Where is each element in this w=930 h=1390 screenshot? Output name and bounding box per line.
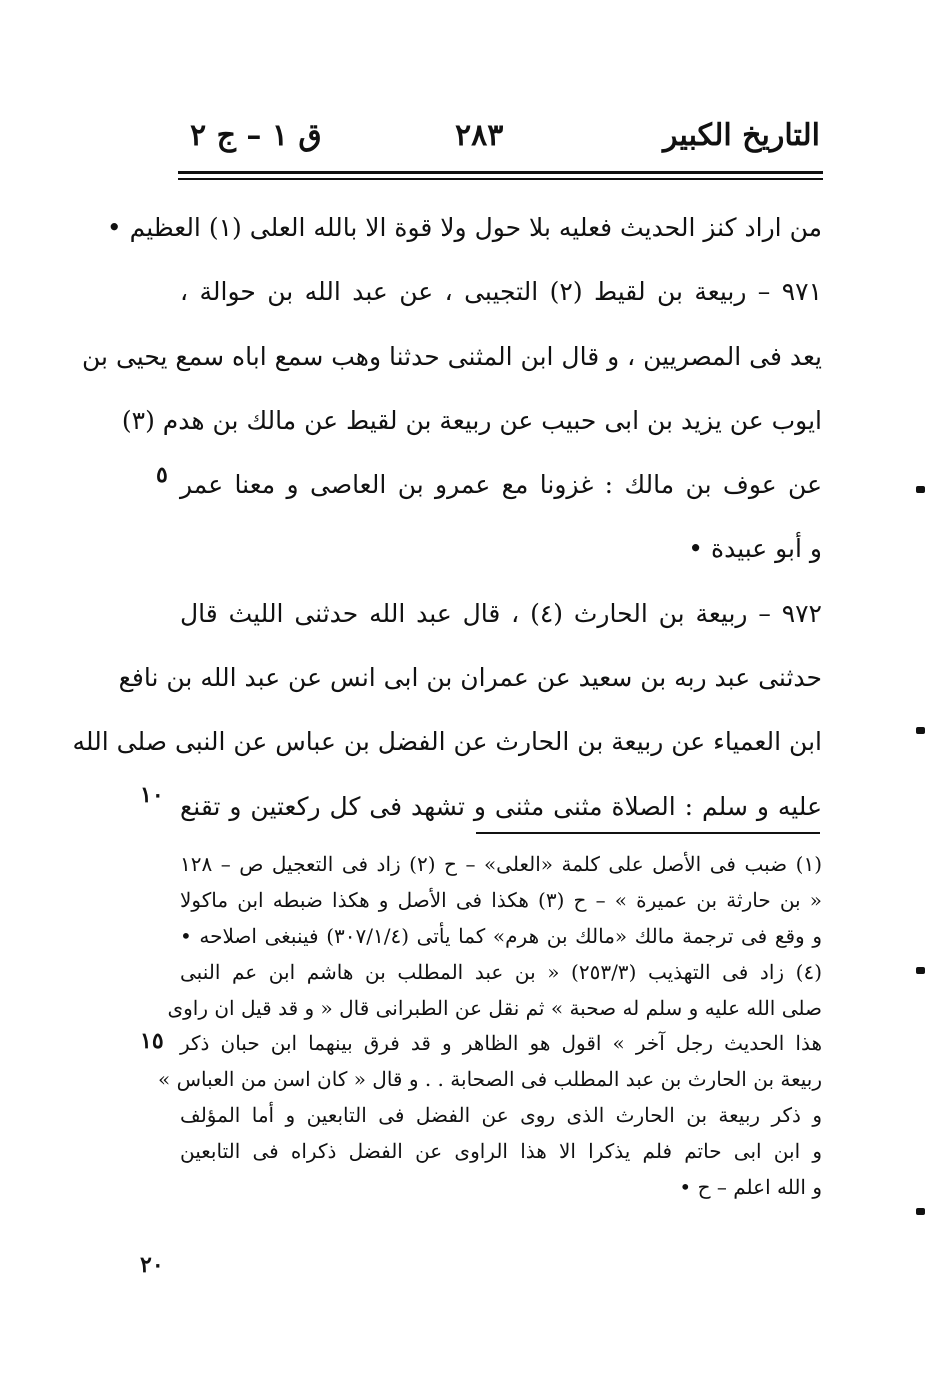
line-number: ١٠: [140, 782, 164, 808]
line-number: ٢٠: [140, 1252, 164, 1278]
line-number: ١٥: [140, 1028, 164, 1054]
footnote-line: و الله اعلم – ح •: [679, 1175, 822, 1200]
text-line: حدثنى عبد ربه بن سعيد عن عمران بن ابى انس عن عبد الله بن نافع: [118, 663, 822, 693]
footnote-line: و ابن ابى حاتم فلم يذكرا الا هذا الراوى عن الفضل ذكراه فى التابعين: [180, 1139, 822, 1164]
header-rule-thin: [178, 178, 823, 180]
margin-mark: [916, 967, 925, 974]
volume-label: ق ١ – ج ٢: [190, 118, 322, 153]
header-rule-thick: [178, 171, 823, 174]
text-line: ابن العمياء عن ربيعة بن الحارث عن الفضل بن عباس عن النبى صلى الله: [72, 727, 822, 757]
footnote-line: و ذكر ربيعة بن الحارث الذى روى عن الفضل فى التابعين و أما المؤلف: [180, 1103, 822, 1128]
margin-mark: [916, 727, 925, 734]
footnote-line: « بن حارثة بن عميرة » – ح (٣) هكذا فى الأصل و هكذا ضبطه ابن ماكولا: [180, 887, 823, 912]
margin-mark: [916, 486, 925, 493]
text-line: من اراد كنز الحديث فعليه بلا حول ولا قوة الا بالله العلى (١) العظيم •: [106, 213, 822, 242]
footnote-line: ربيعة بن الحارث بن عبد المطلب فى الصحابة . . و قال « كان اسن من العباس »: [158, 1067, 822, 1092]
text-line: و أبو عبيدة •: [688, 534, 822, 564]
line-number: ٥: [156, 462, 168, 488]
text-line: يعد فى المصريين ، و قال ابن المثنى حدثنا وهب سمع اباه سمع يحيى بن: [82, 341, 822, 371]
book-title: التاريخ الكبير: [662, 118, 820, 153]
page-number: ٢٨٣: [455, 118, 504, 153]
text-line: عليه و سلم : الصلاة مثنى مثنى و تشهد فى كل ركعتين و تقنع: [180, 791, 822, 821]
footnote-separator: [476, 832, 820, 834]
footnote-line: (١) ضبب فى الأصل على كلمة «العلى» – ح (٢) زاد فى التعجيل ص – ١٢٨: [180, 852, 822, 876]
text-line: ٩٧٢ – ربيعة بن الحارث (٤) ، قال عبد الله حدثنى الليث قال: [180, 598, 822, 628]
footnote-line: هذا الحديث رجل آخر » اقول هو الظاهر و قد فرق بينهما ابن حبان ذكر: [180, 1031, 822, 1056]
text-line: ايوب عن يزيد بن ابى حبيب عن ربيعة بن لقيط عن مالك بن هدم (٣): [121, 405, 822, 435]
text-line: ٩٧١ – ربيعة بن لقيط (٢) التجيبى ، عن عبد الله بن حوالة ،: [180, 277, 823, 307]
margin-mark: [916, 1208, 925, 1215]
footnote-line: صلى الله عليه و سلم له صحبة » ثم نقل عن الطبرانى قال « و قد قيل ان راوى: [167, 995, 822, 1020]
running-header: [180, 118, 820, 166]
text-line: عن عوف بن مالك : غزونا مع عمرو بن العاصى و معنا عمر: [180, 470, 822, 500]
footnotes: [158, 846, 823, 1205]
footnote-line: (٤) زاد فى التهذيب (٢٥٣/٣) « بن عبد المطلب بن هاشم ابن عم النبى: [180, 959, 822, 984]
footnote-line: و وقع فى ترجمة مالك «مالك بن هرم» كما يأتى (٣٠٧/١/٤) فينبغى اصلاحه •: [180, 923, 822, 948]
